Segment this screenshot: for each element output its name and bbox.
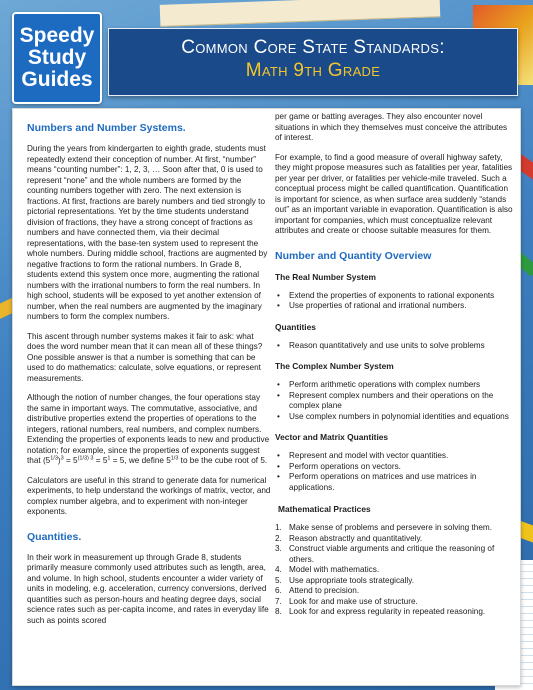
paragraph: per game or batting averages. They also encounter novel situations in which they themselves must conceive the attributes of interest.	[275, 112, 508, 142]
exponent-formula: $(5^{1/3})^3 = 5^{(1/3) 3} = 5^1 = 5$, we define $5^{1/3}$ to be the cube root of 5.	[42, 455, 268, 465]
page-title: Common Core State Standards:	[181, 37, 445, 58]
logo-line: Study	[27, 46, 87, 69]
section-heading: Numbers and Number Systems.	[27, 122, 186, 134]
paragraph: For example, to find a good measure of overall highway safety, they might propose measures such as fatalities per year, fatalities per year per driver, or fatalities per vehicle-mile traveled. Such a conceptual process might be called quantification. Quantification is important for science, as when surface area suddenly “stands out” as an important variable in evaporation. Quantification is also important for companies, which must conceptualize relevant attributes and create or choose suitable measures for them.	[275, 152, 513, 235]
list-item: • Perform operations on vectors.	[275, 462, 515, 473]
list-item: 4. Model with mathematics.	[275, 565, 380, 574]
list-item: 3. Construct viable arguments and critique the reasoning of others.	[275, 544, 495, 564]
list-item: 8. Look for and express regularity in repeated reasoning.	[275, 607, 486, 616]
logo-line: Guides	[21, 68, 93, 91]
list-item: • Use complex numbers in polynomial identities and equations	[275, 412, 515, 423]
list-item: 2. Reason abstractly and quantitatively.	[275, 533, 423, 543]
paragraph: In their work in measurement up through Grade 8, students primarily measure commonly used attributes such as length, area, and volume. In high school, students encounter a wider variety of units in modeling, e.g. acceleration, currency conversions, derived quantities such as person-hours and heating degree days, social science rates such as per-capita income, and rates in everyday life such as points scored	[27, 552, 269, 625]
practices-title: Mathematical Practices	[278, 504, 371, 514]
paragraph: Calculators are useful in this strand to generate data for numerical experiments, to help understand the workings of matrix, vector, and complex number algebra, and to experiment with non-integer exponents.	[27, 475, 271, 516]
list-item: • Reason quantitatively and use units to solve problems	[275, 341, 515, 352]
left-column	[27, 109, 271, 626]
section-heading: Quantities.	[27, 530, 82, 543]
list-item: • Use properties of rational and irrational numbers.	[275, 301, 515, 312]
bullet-list	[275, 451, 515, 493]
bullet-list	[275, 291, 515, 312]
header-banner	[108, 28, 518, 96]
list-item: • Perform arithmetic operations with complex numbers	[275, 380, 515, 391]
bullet-list	[275, 380, 515, 422]
paragraph	[27, 393, 271, 467]
list-item: • Perform operations on matrices and use matrices in applications.	[275, 472, 515, 493]
list-item: • Represent and model with vector quantities.	[275, 451, 515, 462]
ruler-decoration	[160, 0, 441, 27]
list-item: 1. Make sense of problems and persevere in solving them.	[275, 523, 492, 532]
right-column	[275, 109, 515, 618]
paragraph-text: Although the notion of number changes, the four operations stay the same in important ways. The commutative, associative, and distributive properties extend the properties of operations to the integers, rational numbers, real numbers, and complex numbers. Extending the properties of exponents leads to new and productive notation; for example, since the properties of exponents suggest that	[27, 393, 270, 465]
paragraph: During the years from kindergarten to eighth grade, students must repeatedly extend their conception of number. At first, “number” means “counting number”: 1, 2, 3, … Soon after that, 0 is used to represent “none” and the whole numbers are formed by the counting numbers together with zero. The next extension is fractions. At first, fractions are barely numbers and tied strongly to pictorial representations. Yet by the time students understand division of fractions, they have a strong concept of fractions as numbers and have connected them, via their decimal representations, with the base-ten system used to represent the whole numbers. During middle school, fractions are augmented by negative fractions to form the rational numbers. In Grade 8, students extend this system once more, augmenting the rational numbers with the irrational numbers to form the real numbers. In high school, students will be exposed to yet another extension of number, when the real numbers are augmented by the imaginary numbers to form the complex numbers.	[27, 144, 268, 321]
content-panel	[12, 108, 521, 686]
list-item: 5. Use appropriate tools strategically.	[275, 575, 414, 585]
bullet-list	[275, 341, 515, 352]
paragraph: This ascent through number systems makes it fair to ask: what does the word number mean that it can mean all of these things? One possible answer is that a number is something that can be used to do mathematics: calculate, solve equations, or represent measurements.	[27, 331, 263, 383]
subsection-title: Vector and Matrix Quantities	[275, 432, 389, 442]
practices-list	[275, 523, 515, 618]
list-item: 6. Attend to precision.	[275, 586, 360, 595]
subsection-title: The Real Number System	[275, 271, 376, 282]
list-item: • Extend the properties of exponents to rational exponents	[275, 291, 515, 302]
page-subtitle: Math 9th Grade	[245, 60, 381, 81]
logo-line: Speedy	[19, 24, 95, 47]
list-item: • Represent complex numbers and their operations on the complex plane	[275, 391, 515, 412]
subsection-title: The Complex Number System	[275, 361, 394, 371]
overview-heading: Number and Quantity Overview	[275, 249, 432, 262]
brand-logo	[12, 12, 102, 104]
list-item: 7. Look for and make use of structure.	[275, 596, 418, 606]
subsection-title: Quantities	[275, 321, 316, 332]
